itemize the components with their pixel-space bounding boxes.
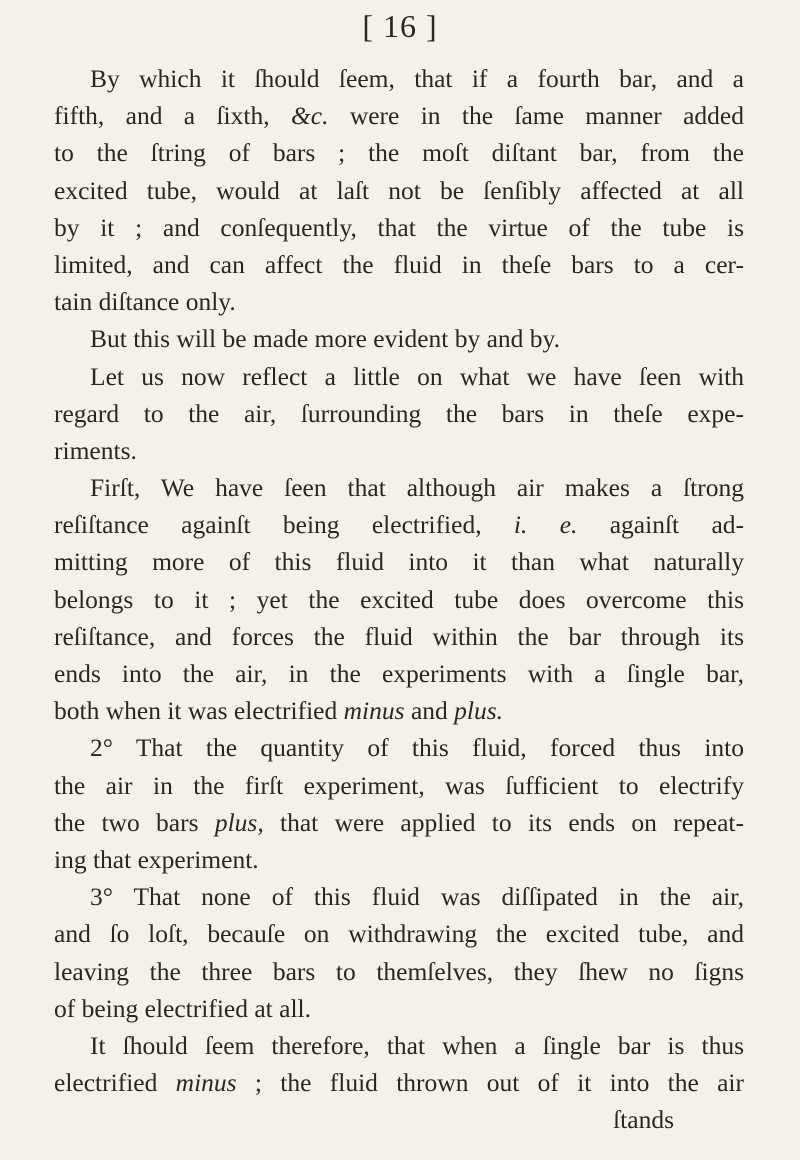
text-run: 2° That the quantity of this fluid, forced thus into (90, 733, 744, 763)
text-run: and (404, 696, 455, 726)
text-line (54, 990, 744, 1027)
text-run: limited, and can affect the fluid in theſe bars to a cer- (54, 249, 744, 279)
text-run: leaving the three bars to themſelves, they ſhew no ſigns (54, 956, 744, 986)
text-run: the air in the firſt experiment, was ſufficient to electrify (54, 770, 744, 800)
page-number: [ 16 ] (362, 8, 438, 44)
text-line (54, 506, 744, 543)
text-line (54, 581, 744, 618)
text-run: fifth, and a ſixth, (54, 101, 291, 131)
text-line (54, 358, 744, 395)
text-run: ; the fluid thrown out of it into the air (236, 1068, 744, 1098)
italic-text: minus (175, 1068, 237, 1098)
text-run: tain diſtance only. (54, 287, 236, 317)
text-line (54, 172, 744, 209)
text-line (54, 1027, 744, 1064)
text-line (54, 432, 744, 469)
italic-text: plus, (214, 807, 264, 837)
text-run: ſtands (613, 1105, 674, 1135)
text-run: reſiſtance, and forces the fluid within the bar through its (54, 621, 744, 651)
text-run: regard to the air, ſurrounding the bars in theſe expe- (54, 398, 744, 428)
text-run: to the ſtring of bars ; the moſt diſtant bar, from the (54, 138, 744, 168)
text-run: riments. (54, 435, 137, 465)
text-run: Let us now reflect a little on what we have ſeen with (90, 361, 744, 391)
text-line (54, 692, 744, 729)
text-run: 3° That none of this fluid was diſſipated in the air, (90, 882, 744, 912)
text-run: It ſhould ſeem therefore, that when a ſingle bar is thus (90, 1030, 744, 1060)
text-run: reſiſtance againſt being electrified, (54, 510, 514, 540)
text-run: both when it was electrified (54, 696, 344, 726)
text-run: were in the ſame manner added (328, 101, 744, 131)
body-text (54, 60, 744, 1138)
text-line (54, 655, 744, 692)
text-line (54, 320, 744, 357)
text-run: Firſt, We have ſeen that although air makes a ſtrong (90, 473, 744, 503)
text-line (54, 60, 744, 97)
text-run: But this will be made more evident by and by. (90, 324, 561, 354)
italic-text: &c. (290, 101, 329, 131)
text-run: againſt ad- (577, 510, 745, 540)
text-line (54, 395, 744, 432)
text-line (54, 618, 744, 655)
text-line (54, 283, 744, 320)
text-line (54, 1064, 744, 1101)
text-line (54, 97, 744, 134)
text-line (54, 469, 744, 506)
catchword (54, 1101, 744, 1138)
text-run: by it ; and conſequently, that the virtue of the tube is (54, 212, 744, 242)
text-line (54, 953, 744, 990)
text-line (54, 915, 744, 952)
text-run: electrified (54, 1068, 176, 1098)
text-line (54, 543, 744, 580)
text-run: of being electrified at all. (54, 993, 312, 1023)
italic-text: i. e. (513, 510, 578, 540)
text-run: mitting more of this fluid into it than what naturally (54, 547, 744, 577)
text-run: that were applied to its ends on repeat- (263, 807, 744, 837)
text-line (54, 878, 744, 915)
text-line (54, 134, 744, 171)
text-line (54, 804, 744, 841)
text-line (54, 729, 744, 766)
text-run: ing that experiment. (54, 844, 259, 874)
text-run: belongs to it ; yet the excited tube does overcome this (54, 584, 744, 614)
text-line (54, 246, 744, 283)
italic-text: minus (343, 696, 405, 726)
text-run: ends into the air, in the experiments with a ſingle bar, (54, 659, 744, 688)
text-run: and ſo loſt, becauſe on withdrawing the excited tube, and (54, 919, 744, 949)
text-line (54, 767, 744, 804)
text-run: By which it ſhould ſeem, that if a fourth bar, and a (90, 64, 744, 93)
italic-text: plus. (454, 696, 504, 726)
text-run: the two bars (54, 807, 215, 837)
text-line (54, 841, 744, 878)
text-line (54, 209, 744, 246)
text-run: excited tube, would at laſt not be ſenſibly affected at all (54, 175, 744, 205)
